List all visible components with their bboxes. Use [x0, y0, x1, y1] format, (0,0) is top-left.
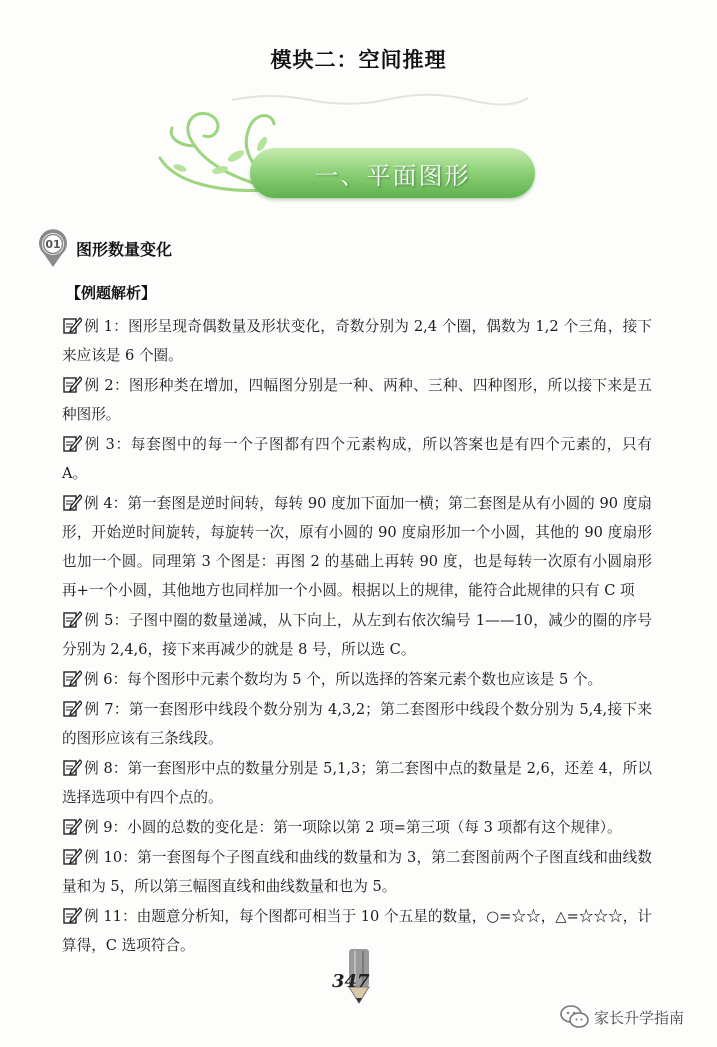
example-label: 例 8： [84, 760, 128, 777]
example-label: 例 3： [84, 436, 131, 453]
example-text: 第一套图每个子图直线和曲线的数量和为 3，第二套图前两个子图直线和曲线数量和为 5，所以第三幅图直线和曲线数量和也为 5。 [62, 849, 652, 895]
banner-pill [250, 148, 535, 198]
example-label: 例 7： [84, 701, 129, 718]
example-item [62, 430, 652, 488]
example-label: 例 6： [84, 671, 128, 688]
pencil-note-icon [62, 609, 82, 629]
pencil-note-icon [62, 668, 82, 688]
example-label: 例 5： [84, 612, 129, 629]
pencil-note-icon [62, 433, 82, 453]
example-label: 例 11： [84, 908, 137, 925]
example-item [62, 665, 652, 694]
example-item [62, 754, 652, 812]
sub-heading: 【例题解析】 [66, 284, 157, 302]
pencil-note-icon [62, 846, 82, 866]
module-title: 模块二：空间推理 [270, 48, 447, 72]
page-number-area [332, 945, 392, 1007]
example-label: 例 4： [84, 495, 128, 512]
example-item [62, 606, 652, 664]
example-label: 例 9： [84, 819, 128, 836]
watermark [560, 1004, 684, 1030]
example-list [62, 312, 652, 960]
example-text: 第一套图形中点的数量分别是 5,1,3；第二套图中点的数量是 2,6，还差 4，所以选择选项中有四个点的。 [62, 760, 652, 806]
example-text: 子图中圈的数量递减，从下向上，从左到右依次编号 1——10，减少的圈的序号分别为 2,4,6，接下来再减少的就是 8 号，所以选 C。 [62, 612, 652, 658]
example-item [62, 312, 652, 370]
example-text: 第一套图是逆时间转，每转 90 度加下面加一横；第二套图是从有小圆的 90 度扇形，开始逆时间旋转，每旋转一次，原有小圆的 90 度扇形加一个小圆，其他的 90 度扇形也加一个圆。同理第 3 个图是：再图 2 的基础上再转 90 度，也是每转一次原有小圆扇形再+一个小圆，其他地方也同样加一个小圆。根据以上的规律，能符合此规律的只有 C 项 [62, 495, 652, 599]
pencil-note-icon [62, 492, 82, 512]
section-banner [150, 90, 540, 210]
example-label: 例 10： [84, 849, 138, 866]
wechat-logo-icon [560, 1004, 590, 1030]
watermark-text: 家长升学指南 [594, 1008, 685, 1027]
section-title: 图形数量变化 [76, 239, 173, 259]
pencil-note-icon [62, 816, 82, 836]
example-label: 例 2： [84, 377, 129, 394]
example-item [62, 489, 652, 605]
location-pin-badge-icon [36, 228, 70, 268]
example-item [62, 813, 652, 842]
pencil-note-icon [62, 315, 82, 335]
example-item [62, 695, 652, 753]
example-text: 第一套图形中线段个数分别为 4,3,2；第二套图形中线段个数分别为 5,4,接下来的图形应该有三条线段。 [62, 701, 652, 747]
pencil-note-icon [62, 374, 82, 394]
example-text: 每套图中的每一个子图都有四个元素构成，所以答案也是有四个元素的，只有 A。 [62, 436, 652, 482]
section-header [36, 228, 172, 268]
page-number: 347 [332, 971, 370, 992]
example-item [62, 843, 652, 901]
example-label: 例 1： [84, 318, 129, 335]
section-badge-number: 01 [45, 238, 61, 251]
pencil-note-icon [62, 698, 82, 718]
example-text: 由题意分析知，每个图都可相当于 10 个五星的数量，○=☆☆，△=☆☆☆，计算得，C 选项符合。 [62, 908, 652, 954]
pencil-note-icon [62, 905, 82, 925]
pencil-note-icon [62, 757, 82, 777]
banner-label: 一、平面图形 [314, 161, 471, 190]
example-text: 每个图形中元素个数均为 5 个，所以选择的答案元素个数也应该是 5 个。 [127, 671, 603, 688]
example-text: 图形呈现奇偶数量及形状变化，奇数分别为 2,4 个圈，偶数为 1,2 个三角，接下来应该是 6 个圈。 [62, 318, 652, 364]
example-text: 小圆的总数的变化是：第一项除以第 2 项=第三项（每 3 项都有这个规律）。 [127, 819, 622, 836]
example-item [62, 371, 652, 429]
example-text: 图形种类在增加，四幅图分别是一种、两种、三种、四种图形，所以接下来是五种图形。 [62, 377, 652, 423]
